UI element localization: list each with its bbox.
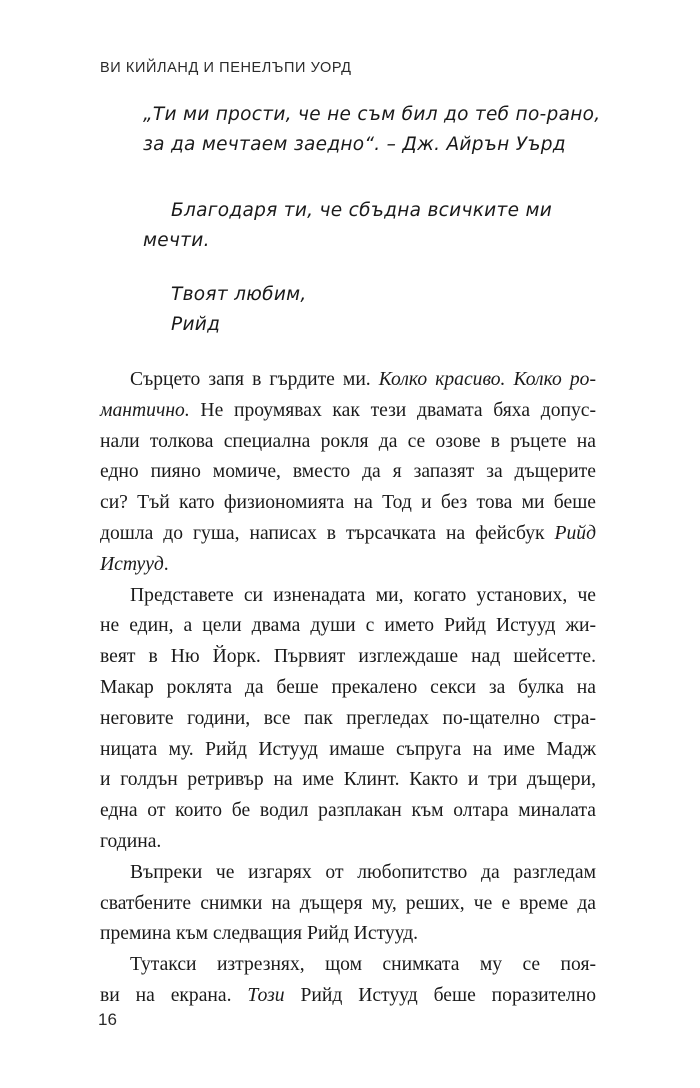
paragraph-line: Тутакси изтрезнях, щом снимката му се поя-	[130, 954, 596, 976]
italic-text-run: мантично.	[100, 399, 190, 421]
letter-quote-line: за да мечтаем заедно“. – Дж. Айрън Уърд	[143, 134, 566, 155]
paragraph-line: ницата му. Рийд Истууд имаше съпруга на име Мадж	[100, 738, 596, 760]
paragraph-line: година.	[100, 830, 162, 852]
letter-thanks-line: мечти.	[143, 230, 210, 251]
text-run: Не проумявах как тези двамата бяха допус-	[189, 399, 596, 421]
paragraph-line: премина към следващия Рийд Истууд.	[100, 923, 419, 945]
paragraph-line: сватбените снимки на дъщеря му, реших, че е време да	[100, 892, 596, 914]
paragraph-line	[100, 365, 596, 396]
page-number: 16	[98, 1010, 117, 1029]
paragraph-line: веят в Ню Йорк. Първият изглеждаше над шейсетте.	[100, 646, 596, 668]
paragraph-line: една от които бе водил разплакан към олтара миналата	[100, 800, 596, 822]
italic-text-run: Колко красиво. Колко ро-	[378, 369, 596, 390]
letter-signature: Рийд	[171, 314, 221, 335]
paragraph-line	[100, 519, 596, 550]
text-run: .	[163, 553, 169, 575]
letter-thanks-line: Благодаря ти, че сбъдна всичките ми	[171, 200, 553, 221]
paragraph-line: и голдън ретривър на име Клинт. Както и три дъщери,	[100, 769, 596, 791]
paragraph-line	[100, 550, 596, 581]
paragraph-line	[100, 981, 596, 1012]
text-run: дошла до гуша, написах в търсачката на фейсбук	[100, 522, 555, 544]
paragraph-line: неговите години, все пак прегледах по-щателно стра-	[100, 707, 596, 729]
running-head: ВИ КИЙЛАНД И ПЕНЕЛЪПИ УОРД	[100, 60, 352, 76]
body-text	[100, 365, 596, 1012]
paragraph-line: едно пияно момиче, вместо да я запазят за дъщерите	[100, 461, 596, 483]
letter-quote-line: „Ти ми прости, че не съм бил до теб по-рано,	[143, 104, 601, 125]
paragraph-line: Макар роклята да беше прекалено секси за булка на	[100, 676, 596, 698]
italic-text-run: Истууд	[100, 553, 164, 575]
letter-closing: Твоят любим,	[171, 284, 307, 305]
paragraph-line: не един, а цели двама души с името Рийд Истууд жи-	[100, 615, 596, 637]
paragraph-line: си? Тъй като физиономията на Тод и без това ми беше	[100, 492, 596, 514]
text-run: ви на екрана.	[100, 984, 248, 1006]
paragraph-line: нали толкова специална рокля да се озове в ръцете на	[100, 430, 596, 452]
italic-text-run: Рийд	[554, 522, 596, 544]
paragraph-line: Представете си изненадата ми, когато установих, че	[130, 584, 596, 606]
paragraph-line: Въпреки че изгарях от любопитство да разгледам	[130, 861, 596, 883]
italic-text-run: Този	[247, 984, 285, 1006]
paragraph-line	[100, 396, 596, 427]
text-run: Сърцето запя в гърдите ми.	[130, 369, 379, 390]
text-run: Рийд Истууд беше поразително	[284, 984, 596, 1006]
